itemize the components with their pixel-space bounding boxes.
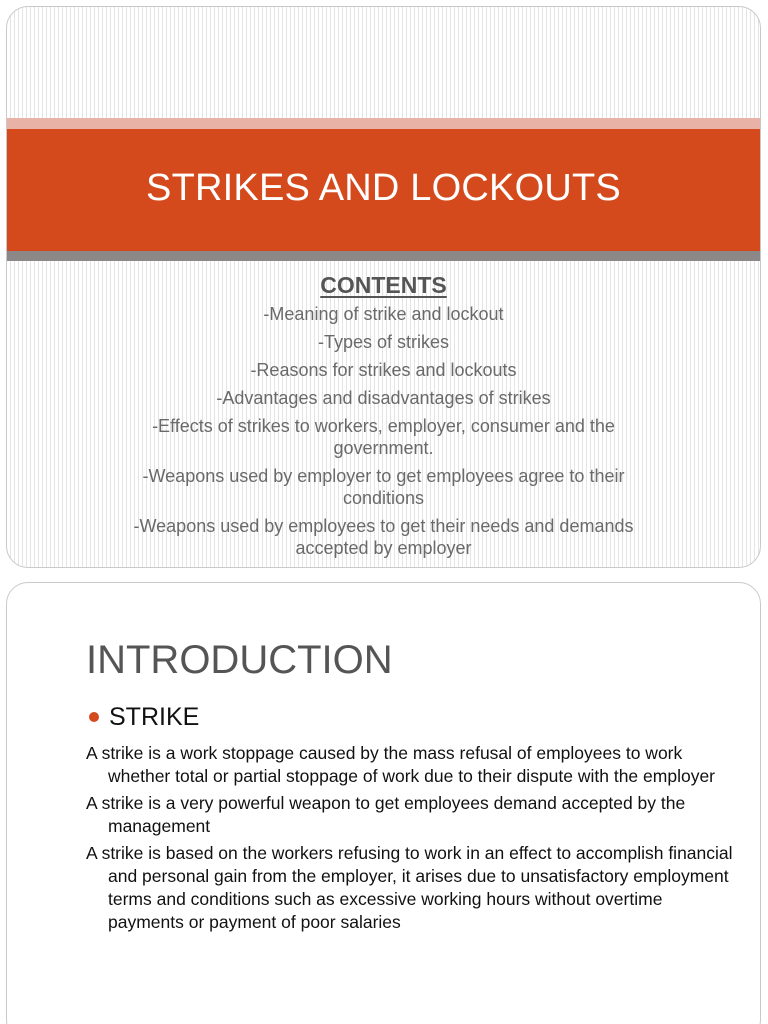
contents-item: -Weapons used by employees to get their needs and demands accepted by employer [133,516,634,558]
bullet-dot-icon [89,712,99,722]
contents-heading: CONTENTS [320,272,447,298]
contents-item: -Effects of strikes to workers, employer, consumer and the government. [152,416,615,458]
title-band-bottom-stripe [7,251,760,261]
slide-title: STRIKES AND LOCKOUTS [146,166,621,209]
contents-item: -Meaning of strike and lockout [263,304,504,324]
body-paragraph: A strike is a very powerful weapon to get employees demand accepted by the management [86,793,686,836]
contents-item: -Weapons used by employer to get employees agree to their conditions [142,466,625,508]
contents-list [7,303,760,559]
introduction-slide [6,582,761,1024]
title-band [7,129,760,251]
contents-item: -Advantages and disadvantages of strikes [216,388,551,408]
contents-item: -Types of strikes [317,332,450,352]
slide-title: INTRODUCTION [86,638,393,682]
title-slide [6,6,761,568]
title-band-top-stripe [7,118,760,129]
bullet-item [89,701,199,733]
contents-item: -Reasons for strikes and lockouts [250,360,517,380]
body-paragraph: A strike is based on the workers refusing to work in an effect to accomplish financial and personal gain from the employer, it arises due to unsatisfactory employment terms and conditions such as excessive working hours without overtime payments or payment of poor salaries [86,843,733,932]
contents-section [7,271,760,565]
bullet-label: STRIKE [109,703,200,731]
introduction-body [86,742,736,938]
body-paragraph: A strike is a work stoppage caused by the mass refusal of employees to work whether total or partial stoppage of work due to their dispute with the employer [86,743,716,786]
